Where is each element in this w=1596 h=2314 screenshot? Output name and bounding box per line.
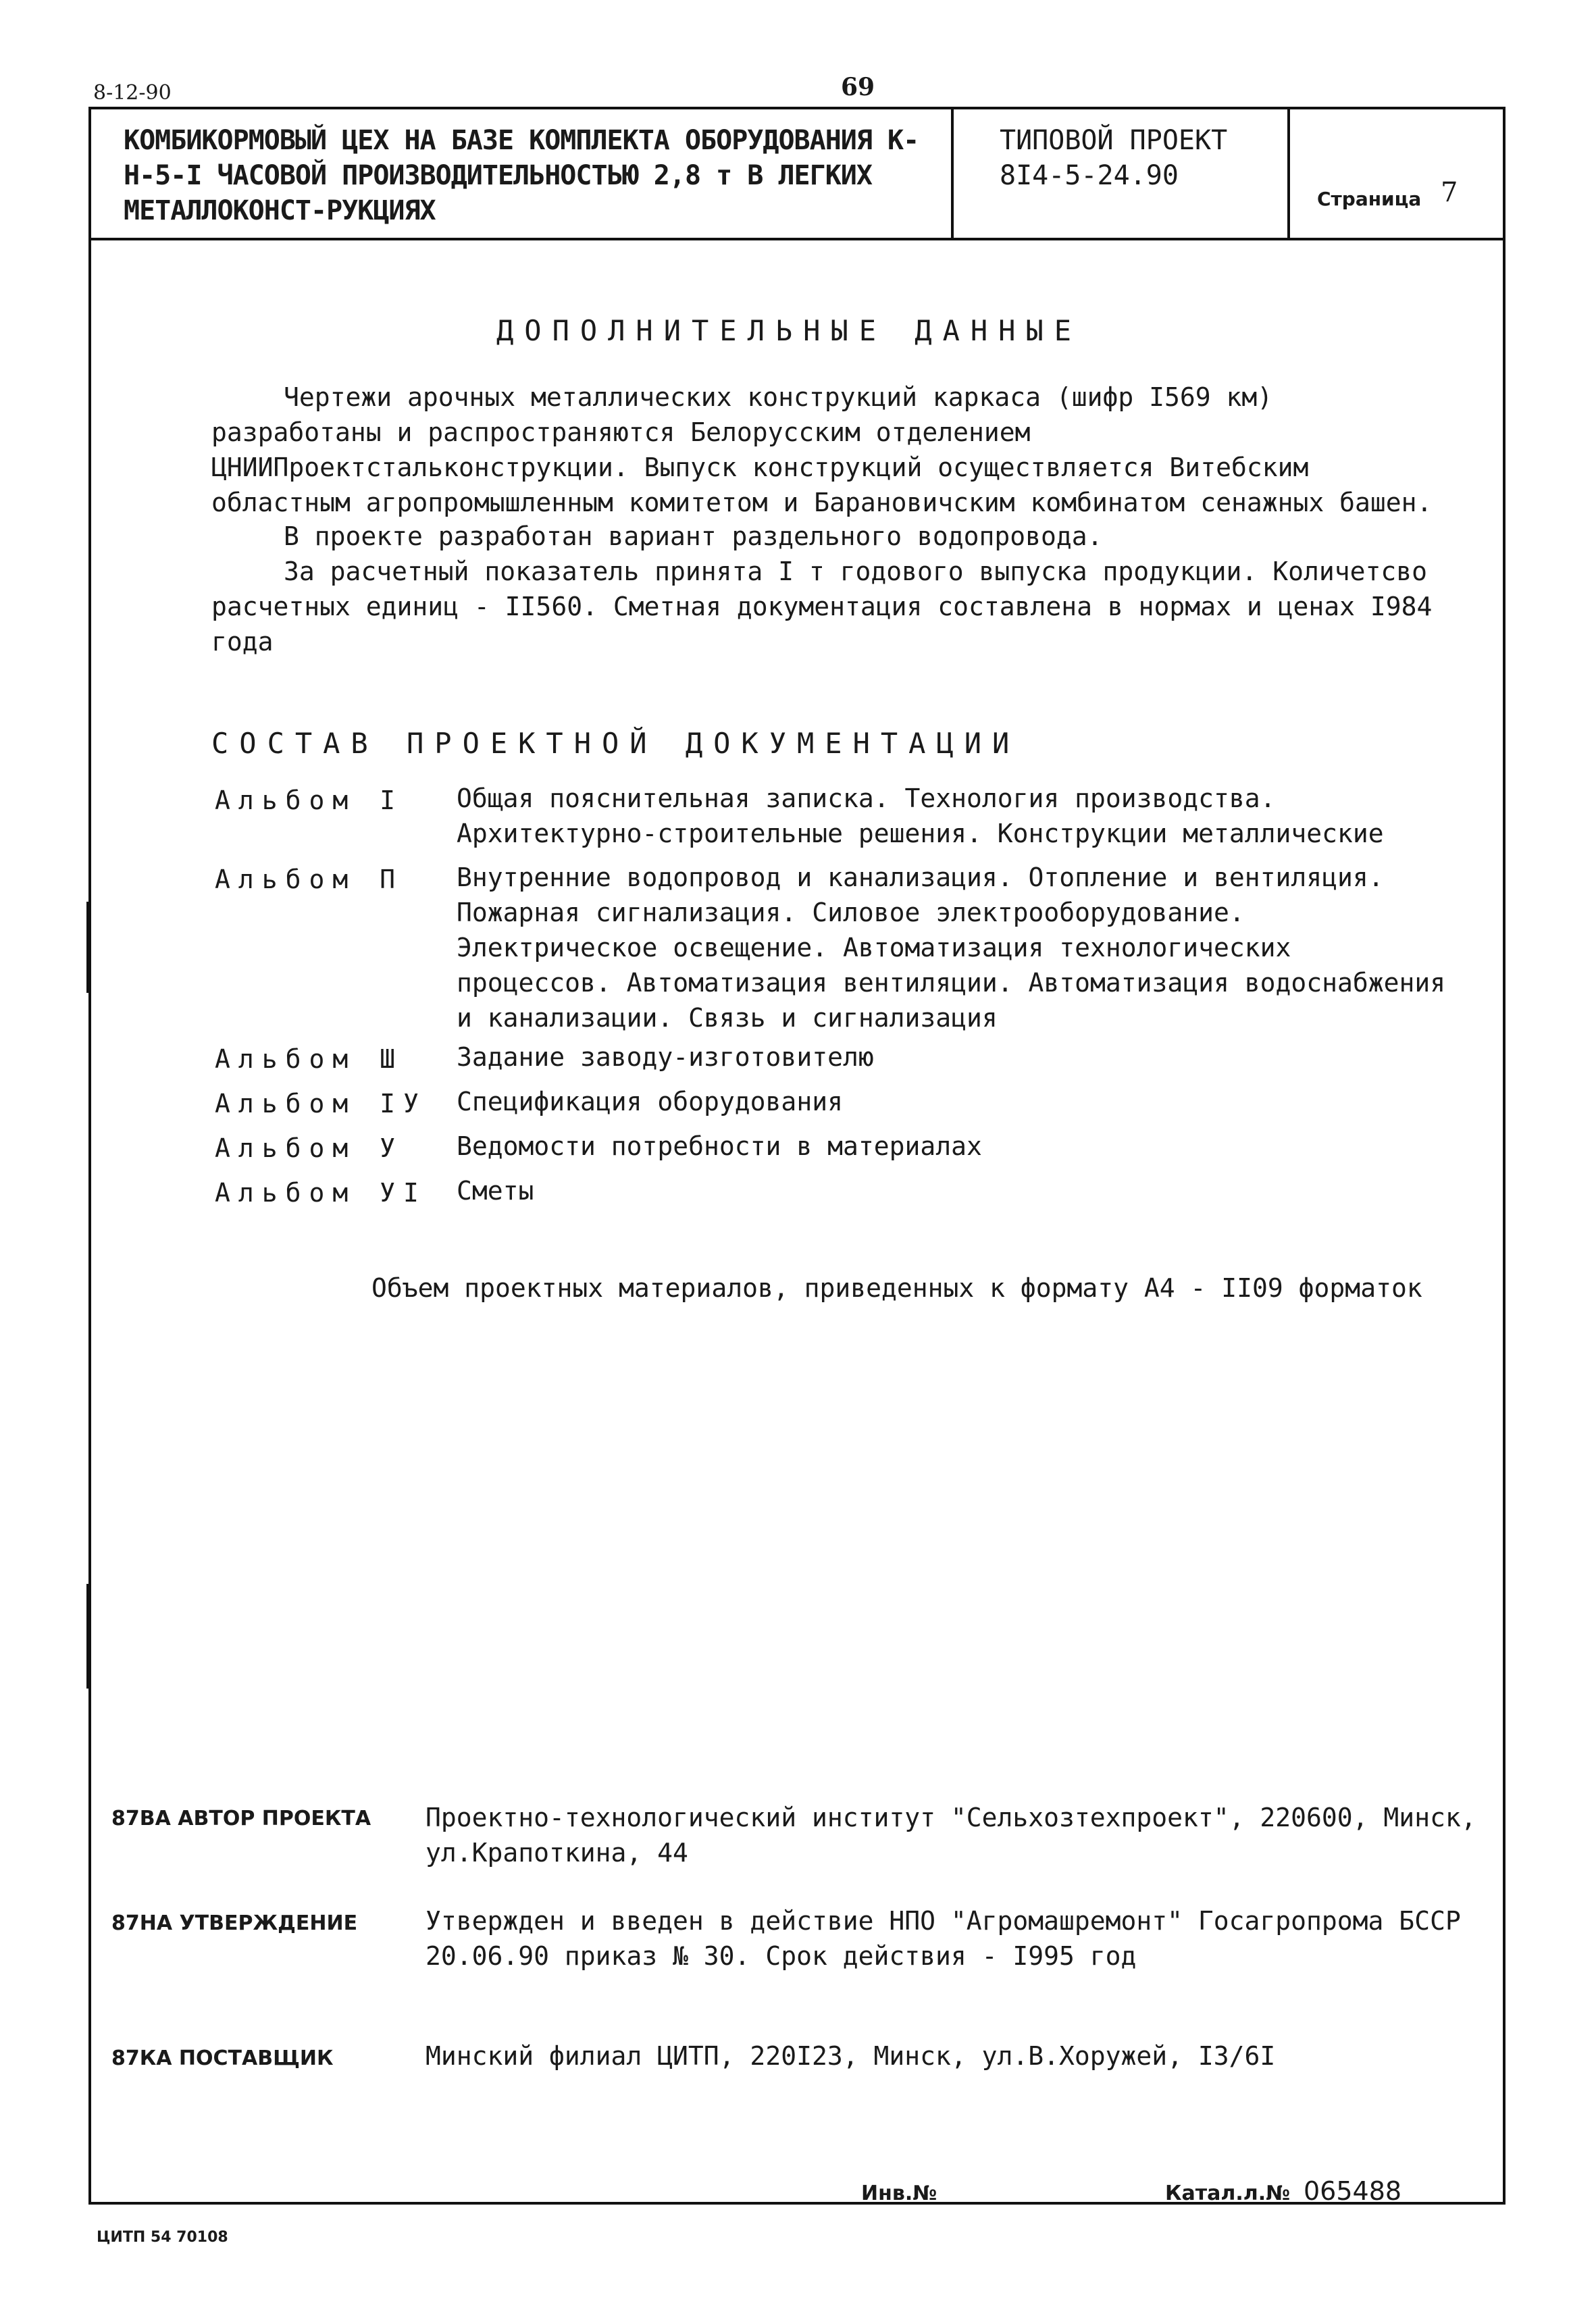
section-title-documentation: СОСТАВ ПРОЕКТНОЙ ДОКУМЕНТАЦИИ [211, 727, 1021, 760]
project-code: 8I4-5-24.90 [1000, 160, 1179, 191]
catalog-label: Катал.л.№ [1165, 2182, 1291, 2205]
margin-bar [86, 902, 90, 993]
margin-bar [86, 1584, 90, 1689]
album-label: Альбом I [215, 786, 404, 815]
album-text: Сметы [457, 1176, 534, 1206]
album-text: Внутренние водопровод и канализация. Отопление и вентиляция. Пожарная сигнализация. Силовое электрооборудование. Электрическое освещение. Автоматизация технологических процессов. Автоматизация вентиляции. Автоматизация водоснабжения и канализации. Связь и сигнализация [457, 863, 1446, 1033]
paragraph-drawings: Чертежи арочных металлических конструкций каркаса (шифр I569 км) разработаны и распространяются Белорусским отделением ЦНИИПроектстальконструкции. Выпуск конструкций осуществляется Витебским областным агропромышленным комитетом и Барановичским комбинатом сенажных башен. [211, 382, 1433, 517]
approval-text: Утвержден и введен в действие НПО "Агромашремонт" Госагропрома БССР 20.06.90 приказ № 30. Срок действия - I995 год [426, 1906, 1461, 1971]
project-info [1000, 123, 1227, 193]
author-label: 87ВА АВТОР ПРОЕКТА [111, 1807, 371, 1830]
inventory-label: Инв.№ [861, 2182, 937, 2205]
bottom-code: ЦИТП 54 70108 [97, 2229, 228, 2246]
title-block-divider [951, 107, 954, 240]
page-number: 69 [841, 73, 875, 101]
project-title: КОМБИКОРМОВЫЙ ЦЕХ НА БАЗЕ КОМПЛЕКТА ОБОРУДОВАНИЯ К-Н-5-I ЧАСОВОЙ ПРОИЗВОДИТЕЛЬНОСТЬЮ 2,8 т В ЛЕГКИХ МЕТАЛЛОКОНСТ-РУКЦИЯХ [124, 125, 919, 226]
album-label: Альбом Ш [215, 1044, 404, 1074]
volume-note: Объем проектных материалов, приведенных к формату А4 - II09 форматок [371, 1273, 1422, 1303]
album-text: Задание заводу-изготовителю [457, 1042, 874, 1072]
title-block-divider [1287, 107, 1290, 240]
album-label: Альбом IУ [215, 1089, 427, 1119]
album-label: Альбом УI [215, 1178, 427, 1208]
section-title-additional-data: ДОПОЛНИТЕЛЬНЫЕ ДАННЫЕ [496, 314, 1083, 347]
album-label: Альбом У [215, 1133, 404, 1163]
album-text: Общая пояснительная записка. Технология производства. Архитектурно-строительные решения. Конструкции металлические [457, 783, 1384, 848]
top-date: 8-12-90 [93, 81, 172, 105]
supplier-label: 87КА ПОСТАВЩИК [111, 2047, 334, 2070]
paragraph-estimate: За расчетный показатель принята I т годового выпуска продукции. Количетсво расчетных единиц - II560. Сметная документация составлена в нормах и ценах I984 года [211, 557, 1433, 657]
page-value: 7 [1441, 177, 1458, 208]
project-type: ТИПОВОЙ ПРОЕКТ [1000, 125, 1228, 156]
paragraph-water-supply: В проекте разработан вариант раздельного водопровода. [284, 521, 1103, 551]
supplier-text: Минский филиал ЦИТП, 220I23, Минск, ул.В.Хоружей, I3/6I [426, 2041, 1276, 2071]
album-text: Спецификация оборудования [457, 1087, 843, 1116]
approval-label: 87НА УТВЕРЖДЕНИЕ [111, 1911, 358, 1935]
album-text: Ведомости потребности в материалах [457, 1131, 982, 1161]
catalog-number: 065488 [1304, 2176, 1402, 2206]
author-text: Проектно-технологический институт "Сельхозтехпроект", 220600, Минск, ул.Крапоткина, 44 [426, 1803, 1476, 1868]
album-label: Альбом П [215, 865, 404, 894]
page-label: Страница [1317, 188, 1422, 210]
